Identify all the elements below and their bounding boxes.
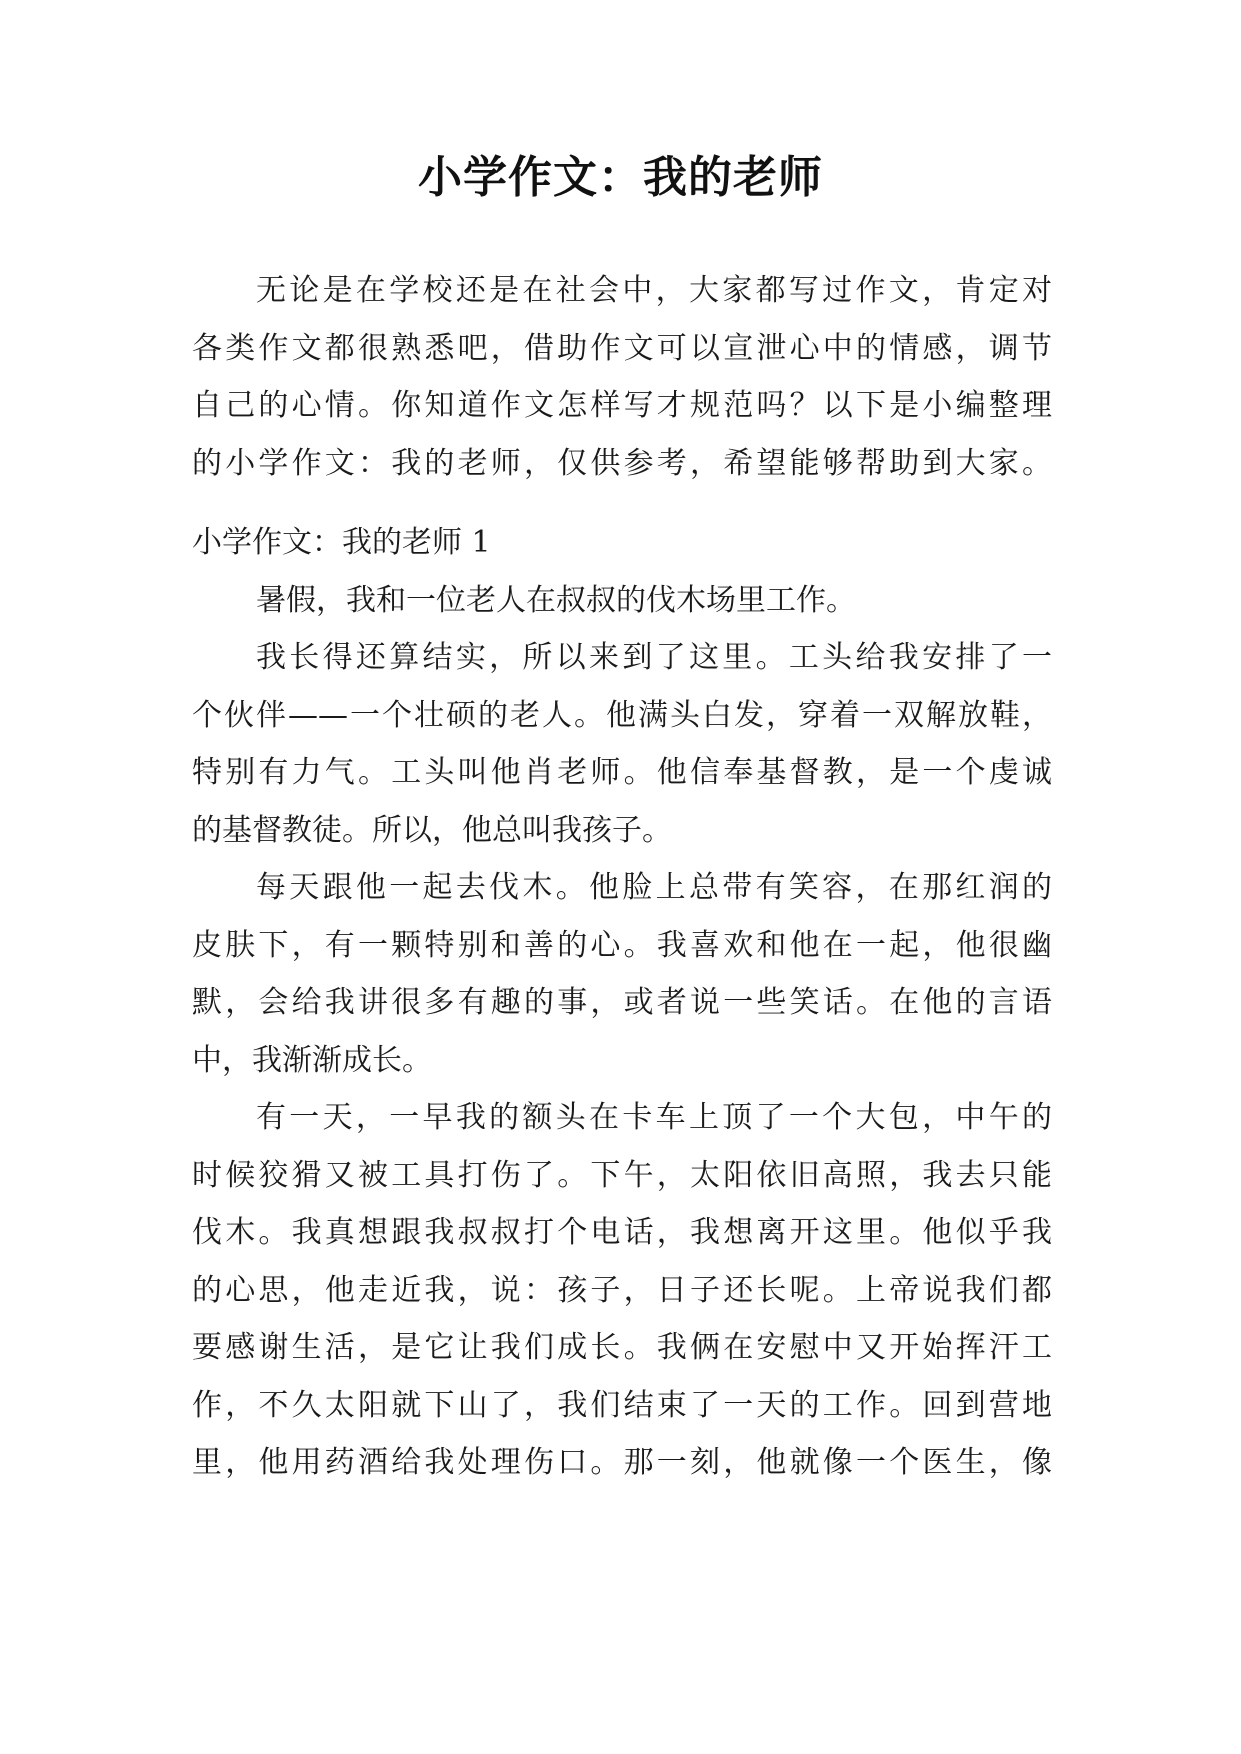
paragraph-line: 特别有力气。工头叫他肖老师。他信奉基督教，是一个虔诚 bbox=[192, 755, 1052, 790]
paragraph bbox=[192, 629, 1052, 859]
intro-line: 自己的心情。你知道作文怎样写才规范吗？以下是小编整理 bbox=[192, 388, 1052, 423]
paragraph bbox=[192, 1089, 1052, 1492]
paragraph-line: 的心思，他走近我，说：孩子，日子还长呢。上帝说我们都 bbox=[192, 1272, 1052, 1308]
paragraph-line: 我长得还算结实，所以来到了这里。工头给我安排了一 bbox=[256, 640, 1052, 675]
paragraph bbox=[192, 572, 1052, 630]
section-heading: 小学作文：我的老师 1 bbox=[192, 525, 491, 560]
paragraph-line: 里，他用药酒给我处理伤口。那一刻，他就像一个医生，像 bbox=[192, 1445, 1052, 1480]
paragraph-line: 默，会给我讲很多有趣的事，或者说一些笑话。在他的言语 bbox=[192, 985, 1052, 1020]
paragraph bbox=[192, 859, 1052, 1089]
intro-line: 的小学作文：我的老师，仅供参考，希望能够帮助到大家。 bbox=[192, 445, 1052, 481]
intro-line: 各类作文都很熟悉吧，借助作文可以宣泄心中的情感，调节 bbox=[192, 330, 1052, 366]
paragraph-line: 作，不久太阳就下山了，我们结束了一天的工作。回到营地 bbox=[192, 1387, 1052, 1423]
intro-line: 无论是在学校还是在社会中，大家都写过作文，肯定对 bbox=[256, 273, 1052, 308]
paragraph-line: 伐木。我真想跟我叔叔打个电话，我想离开这里。他似乎我 bbox=[192, 1215, 1052, 1250]
paragraph-line: 个伙伴——一个壮硕的老人。他满头白发，穿着一双解放鞋， bbox=[192, 697, 1052, 733]
paragraph-line: 的基督教徒。所以，他总叫我孩子。 bbox=[192, 812, 672, 848]
essay-section bbox=[192, 514, 1052, 1492]
paragraph-line: 时候狡猾又被工具打伤了。下午，太阳依旧高照，我去只能 bbox=[192, 1157, 1052, 1193]
paragraph-line: 有一天，一早我的额头在卡车上顶了一个大包，中午的 bbox=[256, 1100, 1052, 1135]
intro-paragraph bbox=[192, 262, 1052, 492]
paragraph-line: 皮肤下，有一颗特别和善的心。我喜欢和他在一起，他很幽 bbox=[192, 927, 1052, 963]
paragraph-line: 每天跟他一起去伐木。他脸上总带有笑容，在那红润的 bbox=[256, 870, 1052, 905]
document-title: 小学作文：我的老师 bbox=[418, 152, 823, 203]
paragraph-line: 暑假，我和一位老人在叔叔的伐木场里工作。 bbox=[256, 582, 856, 618]
paragraph-line: 要感谢生活，是它让我们成长。我俩在安慰中又开始挥汗工 bbox=[192, 1330, 1052, 1365]
paragraph-line: 中，我渐渐成长。 bbox=[192, 1042, 432, 1078]
